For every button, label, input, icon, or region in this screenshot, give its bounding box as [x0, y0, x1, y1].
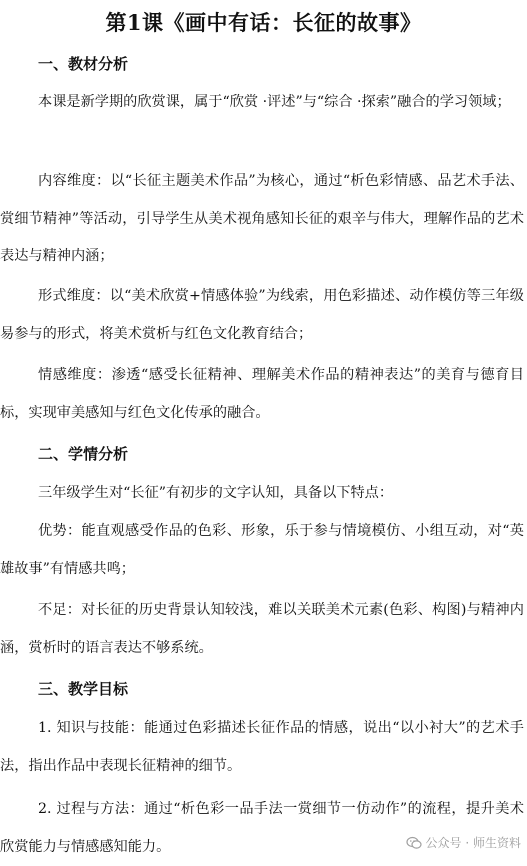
- watermark: [406, 834, 521, 851]
- paragraph: 1. 知识与技能：能通过色彩描述长征作品的情感，说出“以小衬大”的艺术手法，指出作品中表现长征精神的细节。: [0, 720, 524, 774]
- paragraph: 优势：能直观感受作品的色彩、形象，乐于参与情境模仿、小组互动，对“英雄故事”有情感共鸣；: [0, 523, 524, 577]
- section-heading-learner-analysis: 二、学情分析: [38, 445, 129, 463]
- paragraph: 情感维度：渗透“感受长征精神、理解美术作品的精神表达”的美育与德育目标，实现审美感知与红色文化传承的融合。: [0, 367, 524, 421]
- paragraph: 内容维度：以“长征主题美术作品”为核心，通过“析色彩情感、品艺术手法、赏细节精神”等活动，引导学生从美术视角感知长征的艰辛与伟大，理解作品的艺术表达与精神内涵；: [0, 173, 524, 264]
- wechat-icon: [406, 835, 422, 851]
- paragraph: 形式维度：以“美术欣赏+情感体验”为线索，用色彩描述、动作模仿等三年级易参与的形式，将美术赏析与红色文化教育结合；: [0, 288, 524, 342]
- document-title: 第1课《画中有话：长征的故事》: [105, 10, 422, 35]
- section-heading-textbook-analysis: 一、教材分析: [38, 55, 129, 73]
- watermark-text: 公众号 · 师生资料: [425, 836, 521, 850]
- paragraph: 不足：对长征的历史背景认知较浅，难以关联美术元素(色彩、构图)与精神内涵，赏析时的语言表达不够系统。: [0, 602, 524, 656]
- paragraph: 本课是新学期的欣赏课，属于“欣赏 ·评述”与“综合 ·探索”融合的学习领域；: [38, 94, 511, 110]
- section-heading-teaching-goals: 三、教学目标: [38, 680, 129, 698]
- paragraph: 三年级学生对“长征”有初步的文字认知，具备以下特点：: [38, 485, 394, 501]
- paragraph: 2. 过程与方法：通过“析色彩一品手法一赏细节一仿动作”的流程，提升美术欣赏能力与情感感知能力。: [0, 801, 524, 855]
